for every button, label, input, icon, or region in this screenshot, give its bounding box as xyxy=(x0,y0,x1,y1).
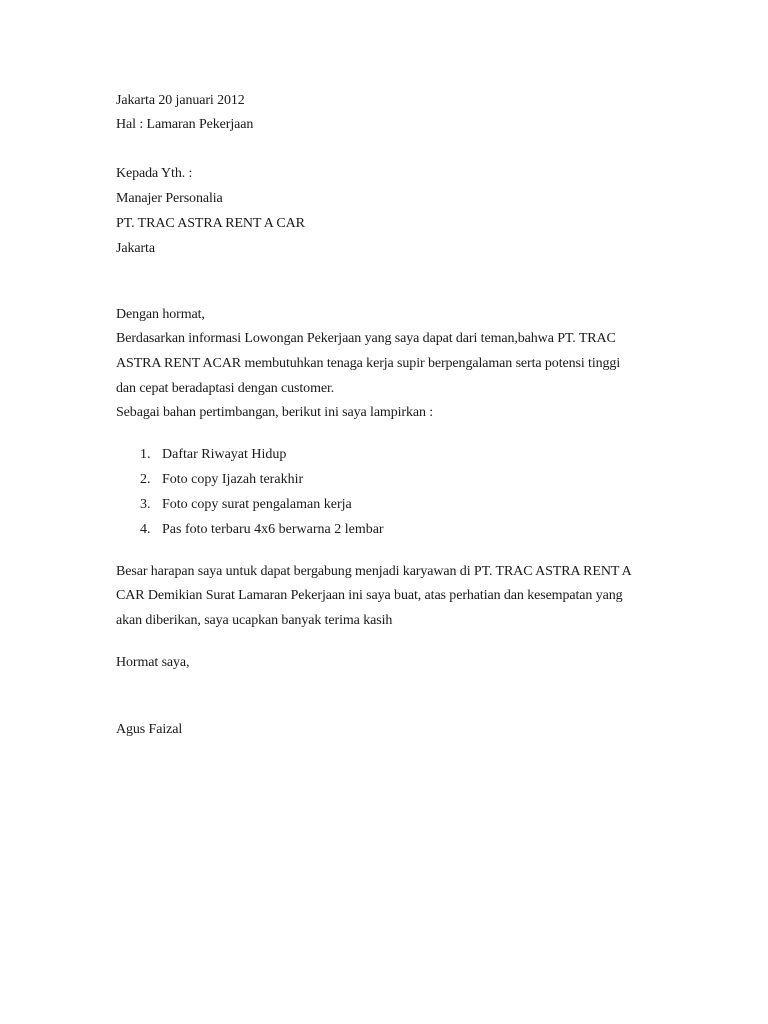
closing-paragraph-line: akan diberikan, saya ucapkan banyak terima kasih xyxy=(116,613,393,628)
letter-subject: Hal : Lamaran Pekerjaan xyxy=(116,117,254,132)
list-item: Daftar Riwayat Hidup xyxy=(162,447,287,462)
recipient-company: PT. TRAC ASTRA RENT A CAR xyxy=(116,216,305,231)
list-item-number: 2. xyxy=(140,472,151,487)
body-paragraph-line: dan cepat beradaptasi dengan customer. xyxy=(116,381,335,396)
closing-paragraph-line: Besar harapan saya untuk dapat bergabung menjadi karyawan di PT. TRAC ASTRA RENT A xyxy=(116,564,632,579)
body-paragraph-line: Berdasarkan informasi Lowongan Pekerjaan yang saya dapat dari teman,bahwa PT. TRAC xyxy=(116,331,616,346)
salutation: Dengan hormat, xyxy=(116,307,205,322)
list-item: Foto copy surat pengalaman kerja xyxy=(162,497,352,512)
signer-name: Agus Faizal xyxy=(116,722,183,737)
recipient-greeting: Kepada Yth. : xyxy=(116,166,193,181)
list-item-number: 1. xyxy=(140,447,151,462)
list-item: Pas foto terbaru 4x6 berwarna 2 lembar xyxy=(162,522,384,537)
list-item-number: 3. xyxy=(140,497,151,512)
closing-paragraph-line: CAR Demikian Surat Lamaran Pekerjaan ini saya buat, atas perhatian dan kesempatan yang xyxy=(116,588,623,603)
recipient-city: Jakarta xyxy=(116,241,155,256)
sign-off: Hormat saya, xyxy=(116,655,190,670)
body-paragraph-line: ASTRA RENT ACAR membutuhkan tenaga kerja supir berpengalaman serta potensi tinggi xyxy=(116,356,621,371)
recipient-title: Manajer Personalia xyxy=(116,191,223,206)
list-item: Foto copy Ijazah terakhir xyxy=(162,472,304,487)
letter-date: Jakarta 20 januari 2012 xyxy=(116,93,245,108)
list-item-number: 4. xyxy=(140,522,151,537)
attachments-intro: Sebagai bahan pertimbangan, berikut ini saya lampirkan : xyxy=(116,405,434,420)
